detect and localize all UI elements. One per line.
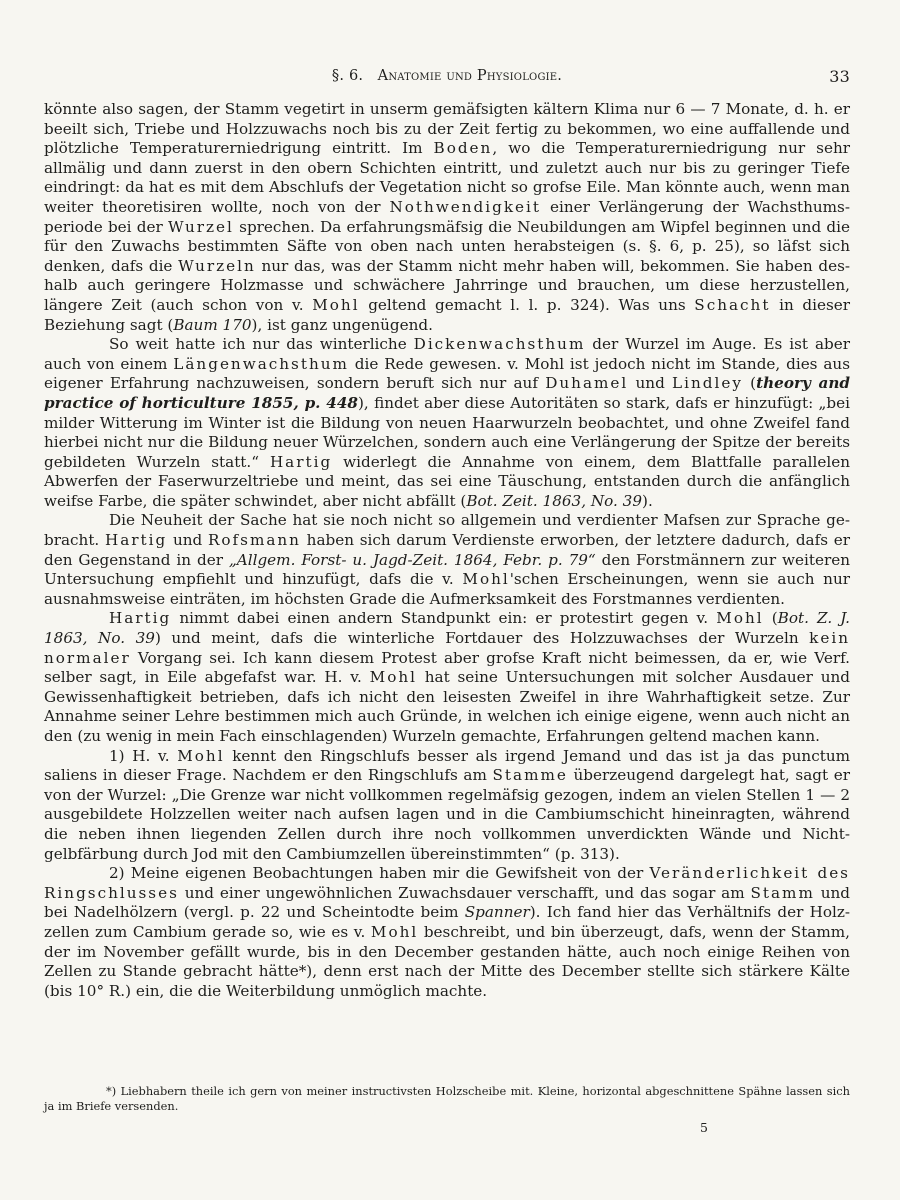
paragraph-2: So weit hatte ich nur das winterliche Dickenwachsthum der Wurzel im Auge. Es ist aber auch von einem Längenwachsthum die Rede gewesen. v. Mohl ist jedoch nicht im Stande, dies aus eigener Erfahrung nachzuweisen, sondern beruft sich nur auf Duhamel und Lindley (theory and practice of horticulture 1855, p. 448), findet aber diese Autoritäten so stark, dafs er hinzufügt: „bei milder Witterung im Winter ist die Bildung von neuen Haarwurzeln beobachtet, und ohne Zweifel fand hierbei nicht nur die Bildung neuer Würzelchen, sondern auch eine Verlängerung der Spitze der bereits gebildeten Wurzeln statt.“ Hartig widerlegt die Annahme von einem, dem Blattfalle parallelen Abwerfen der Faserwurzeltriebe und meint, das sei eine Täuschung, entstanden durch die anfänglich weifse Farbe, die später schwindet, aber nicht abfällt (Bot. Zeit. 1863, No. 39). xyxy=(44,335,851,510)
paragraph-3: Die Neuheit der Sache hat sie noch nicht so allgemein und verdienter Mafsen zur Sprache gebracht. Hartig und Rofsmann haben sich darum Verdienste erworben, der letztere dadurch, dafs er den Gegenstand in der „Allgem. Forst- u. Jagd-Zeit. 1864, Febr. p. 79“ den Forstmännern zur weiteren Untersuchung empfiehlt und hinzufügt, dafs die v. Mohl'schen Erscheinungen, wenn sie auch nur ausnahmsweise einträten, im höchsten Grade die Aufmerksamkeit des Forstmannes verdienten. xyxy=(44,511,850,608)
signature-mark: 5 xyxy=(700,1120,708,1135)
main-text xyxy=(44,100,850,1001)
paragraph-4: Hartig nimmt dabei einen andern Standpunkt ein: er protestirt gegen v. Mohl (Bot. Z. J. 1863, No. 39) und meint, dafs die winterliche Fortdauer des Holzzuwachses der Wurzeln kein normaler Vorgang sei. Ich kann diesem Protest aber grofse Kraft nicht beimessen, da er, wie Verf. selber sagt, in Eile abgefafst war. H. v. Mohl hat seine Untersuchungen mit solcher Ausdauer und Gewissenhaftigkeit betrieben, dafs ich nicht den leisesten Zweifel in ihre Wahrhaftigkeit setze. Zur Annahme seiner Lehre bestimmen mich auch Gründe, in welchen ich einige eigene, wenn auch nicht an den (zu wenig in mein Fach einschlagenden) Wurzeln gemachte, Erfahrungen geltend machen kann. xyxy=(44,609,851,745)
page-number: 33 xyxy=(829,67,850,86)
paragraph-1: könnte also sagen, der Stamm vegetirt in unserm gemäfsigten kältern Klima nur 6 — 7 Monate, d. h. er beeilt sich, Triebe und Holzzuwachs noch bis zu der Zeit fertig zu bekommen, wo eine auffallende und plötzliche Temperaturerniedrigung eintritt. Im Boden, wo die Temperaturerniedrigung nur sehr allmälig und dann zuerst in den obern Schichten eintritt, und zuletzt auch nur bis zu geringer Tiefe eindringt: da hat es mit dem Abschlufs der Vegetation nicht so grofse Eile. Man könnte auch, wenn man weiter theoretisiren wollte, noch von der Nothwendigkeit einer Verlängerung der Wachsthumsperiode bei der Wurzel sprechen. Da erfahrungsmäfsig die Neubildungen am Wipfel beginnen und die für den Zuwachs bestimmten Säfte von oben nach unten herabsteigen (s. §. 6, p. 25), so läfst sich denken, dafs die Wurzeln nur das, was der Stamm nicht mehr haben will, bekommen. Sie haben deshalb auch geringere Holzmasse und schwächere Jahrringe und brauchen, um diese herzustellen, längere Zeit (auch schon von v. Mohl geltend gemacht l. l. p. 324). Was uns Schacht in dieser Beziehung sagt (Baum 170), ist ganz ungenügend. xyxy=(44,100,851,334)
chapter-title: Anatomie und Physiologie. xyxy=(377,68,563,84)
section-number: §. 6. xyxy=(331,68,364,84)
footnote-text: *) Liebhabern theile ich gern von meiner instructivsten Holzscheibe mit. Kleine, horizontal abgeschnittene Spähne lassen sich ja im Briefe versenden. xyxy=(44,1084,850,1113)
running-header xyxy=(44,68,850,90)
paragraph-6: 2) Meine eigenen Beobachtungen haben mir die Gewifsheit von der Veränderlichkeit des Ringschlusses und einer ungewöhnlichen Zuwachsdauer verschafft, und das sogar am Stamm und bei Nadelhölzern (vergl. p. 22 und Scheintodte beim Spanner). Ich fand hier das Verhältnifs der Holzzellen zum Cambium gerade so, wie es v. Mohl beschreibt, und bin überzeugt, dafs, wenn der Stamm, der im November gefällt wurde, bis in den December gestanden hätte, auch noch einige Reihen von Zellen zu Stande gebracht hätte*), denn erst nach der Mitte des December stellte sich stärkere Kälte (bis 10° R.) ein, die die Weiterbildung unmöglich machte. xyxy=(44,864,850,1000)
footnote xyxy=(44,1084,850,1114)
running-title xyxy=(44,68,850,84)
paragraph-5: 1) H. v. Mohl kennt den Ringschlufs besser als irgend Jemand und das ist ja das punctum saliens in dieser Frage. Nachdem er den Ringschlufs am Stamme überzeugend dargelegt hat, sagt er von der Wurzel: „Die Grenze war nicht vollkommen regelmäfsig gezogen, indem an vielen Stellen 1 — 2 ausgebildete Holzzellen weiter nach aufsen lagen und in die Cambiumschicht hineinragten, während die neben ihnen liegenden Zellen durch ihre noch vollkommen unverdickten Wände und Nichtgelbfärbung durch Jod mit den Cambiumzellen übereinstimmten“ (p. 313). xyxy=(44,746,850,863)
